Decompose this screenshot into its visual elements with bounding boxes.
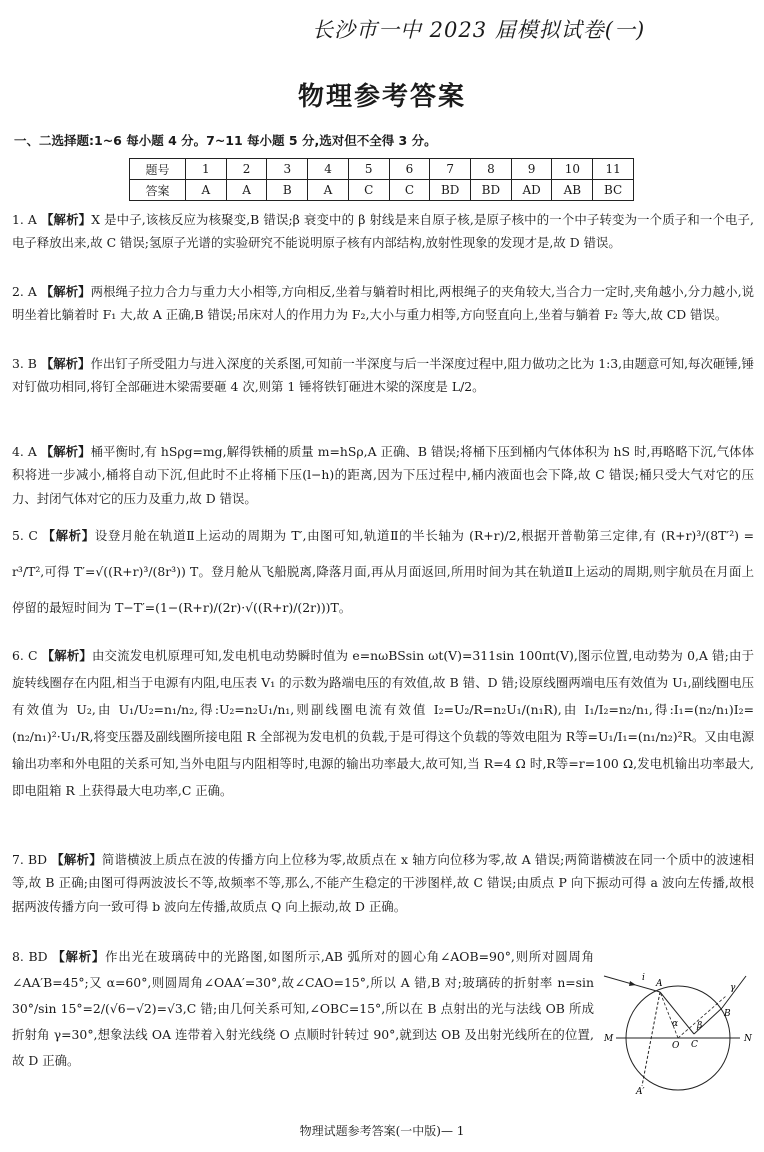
table-cell: A xyxy=(226,180,267,201)
row-label-answer: 答案 xyxy=(130,180,186,201)
label-gamma: γ xyxy=(730,983,736,993)
solution-text: 设登月舱在轨道Ⅱ上运动的周期为 T′,由图可知,轨道Ⅱ的半长轴为 (R+r)/2,根据开普勒第三定律,有 (R+r)³/(8T′²) = r³/T²,可得 T′=√((R+r)³/(8r³)) T。登月舱从飞船脱离,降落月面,再从月面返回,所用时间为其在轨道Ⅱ上运动的周期,则宇航员在月面上停留的最短时间为 T−T′=(1−(R+r)/(2r)·√((R+r)/(2r)))T。 xyxy=(12,528,755,615)
table-cell: 11 xyxy=(593,159,634,180)
answer-table-row-answers xyxy=(130,180,634,201)
table-cell: BC xyxy=(593,180,634,201)
table-cell: C xyxy=(348,180,389,201)
solution-number: 6. C xyxy=(12,648,38,663)
solution-list xyxy=(12,208,755,1068)
solution-text: 由交流发电机原理可知,发电机电动势瞬时值为 e=nωBSsin ωt(V)=311sin 100πt(V),图示位置,电动势为 0,A 错;由于旋转线圈存在内阻,相当于电源有内阻,电压表 V₁ 的示数为路端电压的有效值,故 B 错、D 错;设原线圈两端电压有效值为 U₁,副线圈电压有效值为 U₂,由 U₁/U₂=n₁/n₂,得:U₂=n₂U₁/n₁,则副线圈电流有效值 I₂=U₂/R=n₂U₁/(n₁R),由 I₁/I₂=n₂/n₁,得:I₁=(n₂/n₁)I₂=(n₂/n₁)²·U₁/R,将变压器及副线圈所接电阻 R 全部视为发电机的负载,于是可得这个负载的等效电阻为 R等=U₁/I₁=(n₁/n₂)²R。又由电源输出功率和外电阻的关系可知,当外电阻与内阻相等时,电源的输出功率最大,故可知,当 R=4 Ω 时,R等=r=100 Ω,发电机输出功率最大,即电阻箱 R 上获得最大电功率,C 正确。 xyxy=(12,648,754,798)
table-cell: 1 xyxy=(186,159,227,180)
page-footer: 物理试题参考答案(一中版)— 1 xyxy=(299,1124,465,1138)
table-cell: 4 xyxy=(308,159,349,180)
table-cell: BD xyxy=(430,180,471,201)
analysis-tag: 【解析】 xyxy=(41,648,93,663)
solution-item-1 xyxy=(12,208,754,280)
label-alpha: α xyxy=(672,1019,679,1029)
solution-text: 两根绳子拉力合力与重力大小相等,方向相反,坐着与躺着时相比,两根绳子的夹角较大,当合力一定时,夹角越小,分力越小,说明坐着比躺着时 F₁ 大,故 A 正确,B 错误;吊床对人的作用力为 F₂,大小与重力相等,方向竖直向上,坐着与躺着 F₂ 等大,故 CD 错误。 xyxy=(12,284,754,323)
solution-item-5 xyxy=(12,518,754,642)
analysis-tag: 【解析】 xyxy=(40,284,91,299)
solution-number: 1. A xyxy=(12,212,37,227)
solution-number: 7. BD xyxy=(12,852,48,867)
answer-table-row-numbers xyxy=(130,159,634,180)
solution-item-7 xyxy=(12,848,754,944)
solution-text: 作出钉子所受阻力与进入深度的关系图,可知前一半深度与后一半深度过程中,阻力做功之比为 1:3,由题意可知,每次砸锤,锤对钉做功相同,将钉全部砸进木梁需要砸 4 次,则第 1 锤将铁钉砸进木梁的深度是 L/2。 xyxy=(12,356,754,395)
label-b: B xyxy=(724,1009,731,1019)
table-cell: A xyxy=(186,180,227,201)
page-title: 物理参考答案 xyxy=(297,82,466,112)
normal-oa xyxy=(660,992,678,1038)
table-cell: AD xyxy=(511,180,552,201)
table-cell: 5 xyxy=(348,159,389,180)
exam-header-title: 长沙市一中 2023 届模拟试卷(一) xyxy=(312,18,646,42)
table-cell: 9 xyxy=(511,159,552,180)
table-cell: C xyxy=(389,180,430,201)
solution-item-3 xyxy=(12,352,754,440)
analysis-tag: 【解析】 xyxy=(40,212,92,227)
normal-ob xyxy=(678,996,726,1038)
solution-item-4 xyxy=(12,440,754,518)
label-o: O xyxy=(672,1041,680,1051)
analysis-tag: 【解析】 xyxy=(42,528,95,543)
analysis-tag: 【解析】 xyxy=(40,444,91,459)
solution-number: 8. BD xyxy=(12,949,48,964)
table-cell: 2 xyxy=(226,159,267,180)
label-n: N xyxy=(744,1034,752,1044)
label-beta: β xyxy=(697,1021,703,1031)
label-m: M xyxy=(604,1034,614,1044)
solution-number: 2. A xyxy=(12,284,37,299)
solution-text: 作出光在玻璃砖中的光路图,如图所示,AB 弧所对的圆心角∠AOB=90°,则所对圆周角∠AA′B=45°;又 α=60°,则圆周角∠OAA′=30°,故∠CAO=15°,所以 A 错,B 对;玻璃砖的折射率 n=sin 30°/sin 15°=2/(√6−√2)=√3,C 错;由几何关系可知,∠OBC=15°,所以在 B 点射出的光与法线 OB 所成折射角 γ=30°,想象法线 OA 连带着入射光线绕 O 点顺时针转过 90°,就到达 OB 及出射光线所在的位置,故 D 正确。 xyxy=(12,949,594,1068)
solution-item-6 xyxy=(12,642,754,848)
solution-text: X 是中子,该核反应为核聚变,B 错误;β 衰变中的 β 射线是来自原子核,是原子核中的一个中子转变为一个质子和一个电子,电子释放出来,故 C 错误;氢原子光谱的实验研究不能说明原子核有内部结构,放射性现象的发现才是,故 D 错误。 xyxy=(12,212,754,251)
section-heading: 一、二选择题:1~6 每小题 4 分。7~11 每小题 5 分,选对但不全得 3 分。 xyxy=(14,133,437,148)
table-cell: 8 xyxy=(471,159,512,180)
row-label-number: 题号 xyxy=(130,159,186,180)
table-cell: 7 xyxy=(430,159,471,180)
table-cell: BD xyxy=(471,180,512,201)
solution-item-2 xyxy=(12,280,754,352)
solution-number: 3. B xyxy=(12,356,37,371)
light-path-figure xyxy=(596,966,760,1096)
label-a: A xyxy=(656,979,663,989)
solution-text: 简谐横波上质点在波的传播方向上位移为零,故质点在 x 轴方向位移为零,故 A 错误;两简谐横波在同一个质中的波速相等,故 B 正确;由图可得两波波长不等,故频率不等,那么,不能产生稳定的干涉图样,故 C 错误;由质点 P 向下振动可得 a 波向左传播,故根据两波传播方向一致可得 b 波向左传播,故质点 Q 向上振动,故 D 正确。 xyxy=(12,852,754,914)
label-a-prime: A′ xyxy=(636,1087,645,1096)
table-cell: 3 xyxy=(267,159,308,180)
table-cell: AB xyxy=(552,180,593,201)
solution-text: 桶平衡时,有 hSρg=mg,解得铁桶的质量 m=hSρ,A 正确、B 错误;将桶下压到桶内气体体积为 hS 时,再略略下沉,气体体积将进一步减小,桶将自动下沉,但此时不止将桶下压(l−h)的距离,因为下压过程中,桶内液面也会下降,故 C 错误;桶只受大气对它的压力、封闭气体对它的压力及重力,故 D 错误。 xyxy=(12,444,754,506)
table-cell: 6 xyxy=(389,159,430,180)
answer-table xyxy=(129,158,634,201)
analysis-tag: 【解析】 xyxy=(51,852,102,867)
table-cell: B xyxy=(267,180,308,201)
analysis-tag: 【解析】 xyxy=(40,356,91,371)
solution-number: 5. C xyxy=(12,528,38,543)
analysis-tag: 【解析】 xyxy=(52,949,106,964)
solution-number: 4. A xyxy=(12,444,37,459)
table-cell: A xyxy=(308,180,349,201)
label-i: i xyxy=(642,973,645,983)
label-c: C xyxy=(691,1040,698,1050)
chord-dashed xyxy=(642,992,660,1086)
table-cell: 10 xyxy=(552,159,593,180)
